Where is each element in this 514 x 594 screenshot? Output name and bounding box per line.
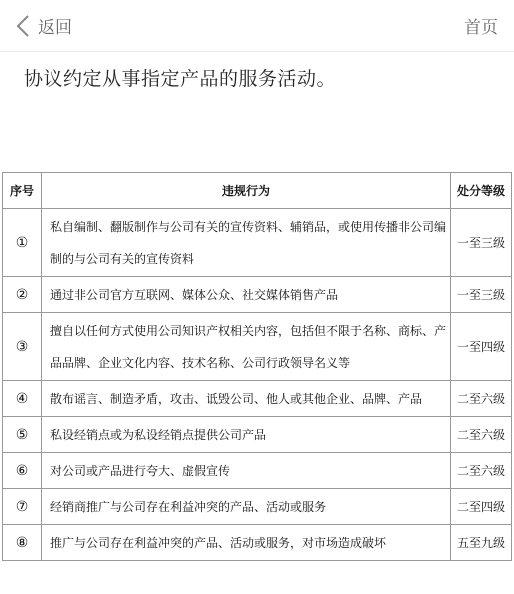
row-level: 二至六级 <box>451 453 512 489</box>
row-action: 散布谣言、制造矛盾，攻击、诋毁公司、他人或其他企业、品牌、产品 <box>42 381 451 417</box>
row-level: 二至六级 <box>451 381 512 417</box>
row-action: 对公司或产品进行夸大、虚假宣传 <box>42 453 451 489</box>
row-number: ③ <box>3 313 42 381</box>
row-number: ① <box>3 209 42 277</box>
table-row <box>3 525 512 561</box>
row-level: 一至三级 <box>451 209 512 277</box>
row-level: 二至六级 <box>451 417 512 453</box>
table-row <box>3 313 512 381</box>
top-navigation-bar <box>0 0 514 52</box>
row-number: ⑥ <box>3 453 42 489</box>
row-number: ⑤ <box>3 417 42 453</box>
row-number: ② <box>3 277 42 313</box>
row-action: 通过非公司官方互联网、媒体公众、社交媒体销售产品 <box>42 277 451 313</box>
table-header-row <box>3 173 512 209</box>
violation-table <box>2 172 512 561</box>
header-level: 处分等级 <box>451 173 512 209</box>
table-row <box>3 209 512 277</box>
row-action: 擅自以任何方式使用公司知识产权相关内容，包括但不限于名称、商标、产品品牌、企业文化内容、技术名称、公司行政领导名义等 <box>42 313 451 381</box>
intro-text: 协议约定从事指定产品的服务活动。 <box>24 68 337 90</box>
row-action: 私设经销点或为私设经销点提供公司产品 <box>42 417 451 453</box>
row-level: 二至四级 <box>451 489 512 525</box>
row-action: 经销商推广与公司存在利益冲突的产品、活动或服务 <box>42 489 451 525</box>
table-row <box>3 417 512 453</box>
table-row <box>3 489 512 525</box>
header-number: 序号 <box>3 173 42 209</box>
table-row <box>3 277 512 313</box>
home-link[interactable]: 首页 <box>464 18 498 38</box>
row-number: ⑦ <box>3 489 42 525</box>
table-row <box>3 381 512 417</box>
row-level: 一至三级 <box>451 277 512 313</box>
table-row <box>3 453 512 489</box>
row-action: 私自编制、翻版制作与公司有关的宣传资料、辅销品，或使用传播非公司编制的与公司有关的宣传资料 <box>42 209 451 277</box>
back-label: 返回 <box>38 18 72 38</box>
back-button[interactable] <box>16 13 72 38</box>
row-number: ⑧ <box>3 525 42 561</box>
chevron-left-icon <box>16 14 30 38</box>
row-level: 五至九级 <box>451 525 512 561</box>
row-action: 推广与公司存在利益冲突的产品、活动或服务，对市场造成破坏 <box>42 525 451 561</box>
row-level: 一至四级 <box>451 313 512 381</box>
header-violation: 违规行为 <box>42 173 451 209</box>
row-number: ④ <box>3 381 42 417</box>
